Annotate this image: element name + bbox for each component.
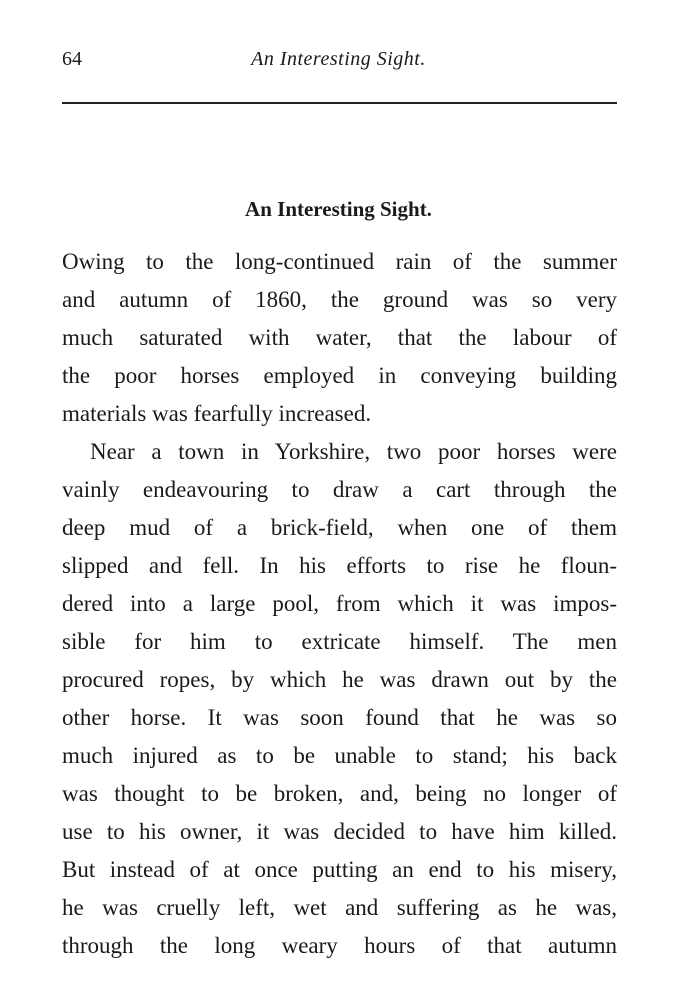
article-title: An Interesting Sight.	[245, 197, 432, 221]
body-line: much injured as to be unable to stand; his back	[62, 743, 617, 768]
body-line: sible for him to extricate himself. The men	[62, 629, 617, 654]
body-line: dered into a large pool, from which it was impos-	[62, 591, 617, 616]
body-line: deep mud of a brick-field, when one of them	[62, 515, 617, 540]
article-body	[62, 243, 617, 965]
body-line: Owing to the long-continued rain of the summer	[62, 249, 617, 274]
body-line: procured ropes, by which he was drawn out by the	[62, 667, 617, 692]
running-title: An Interesting Sight.	[251, 48, 426, 70]
body-line: But instead of at once putting an end to his misery,	[62, 857, 617, 882]
body-line: other horse. It was soon found that he was so	[62, 705, 617, 730]
body-line: much saturated with water, that the labour of	[62, 325, 617, 350]
body-line: and autumn of 1860, the ground was so very	[62, 287, 617, 312]
running-head	[62, 48, 615, 78]
body-line: materials was fearfully increased.	[62, 401, 372, 426]
body-line: through the long weary hours of that autumn	[62, 933, 617, 958]
body-line: slipped and fell. In his efforts to rise he floun-	[62, 553, 617, 578]
body-line: Near a town in Yorkshire, two poor horses were	[90, 439, 617, 464]
page-number: 64	[62, 48, 82, 70]
body-line: vainly endeavouring to draw a cart through the	[62, 477, 617, 502]
body-line: was thought to be broken, and, being no longer of	[62, 781, 617, 806]
body-line: the poor horses employed in conveying building	[62, 363, 617, 388]
header-rule	[62, 102, 617, 104]
body-line: he was cruelly left, wet and suffering as he was,	[62, 895, 617, 920]
body-line: use to his owner, it was decided to have him killed.	[62, 819, 617, 844]
